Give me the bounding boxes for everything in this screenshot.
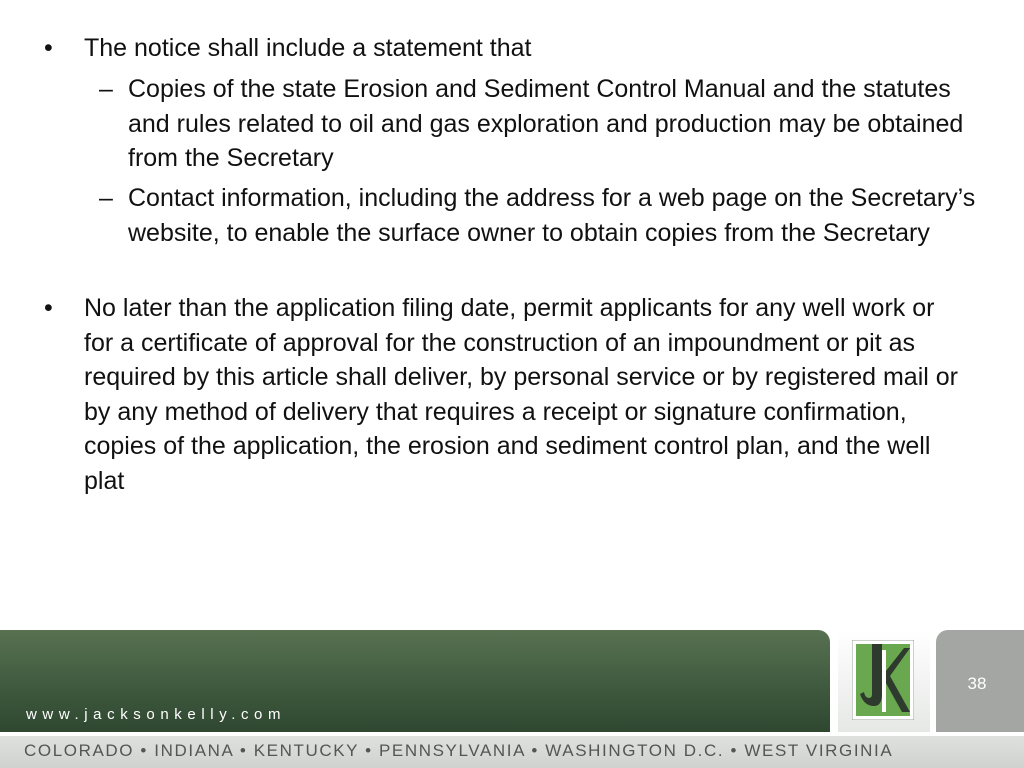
bullet-marker: • [44,294,53,322]
jackson-kelly-logo [838,630,930,732]
bullet-marker: • [44,34,53,62]
bullet-1-text: The notice shall include a statement that [84,34,532,62]
page-number: 38 [967,674,987,693]
sub-bullet-marker: – [99,75,113,103]
page-number-box [936,630,1024,732]
states-bar [0,734,1024,768]
sub-bullet-2-text: Contact information, including the address for a web page on the Secretary’s website, to enable the surface owner to obtain copies from the Secretary [128,184,976,247]
jk-logo-icon [852,640,914,720]
website-url: www.jacksonkelly.com [26,706,287,723]
footer-green-band [0,630,830,732]
states-list: COLORADO • INDIANA • KENTUCKY • PENNSYLVANIA • WASHINGTON D.C. • WEST VIRGINIA [24,741,894,760]
sub-bullet-1-text: Copies of the state Erosion and Sediment Control Manual and the statutes and rules related to oil and gas exploration and production may be obtained from the Secretary [128,75,964,172]
slide-footer [0,630,1024,768]
sub-bullet-marker: – [99,184,113,212]
bullet-2-text: No later than the application filing date, permit applicants for any well work or for a certificate of approval for the construction of an impoundment or pit as required by this article shall deliver, by personal service or by registered mail or by any method of delivery that requires a receipt or signature confirmation, copies of the application, the erosion and sediment control plan, and the well plat [84,294,958,495]
